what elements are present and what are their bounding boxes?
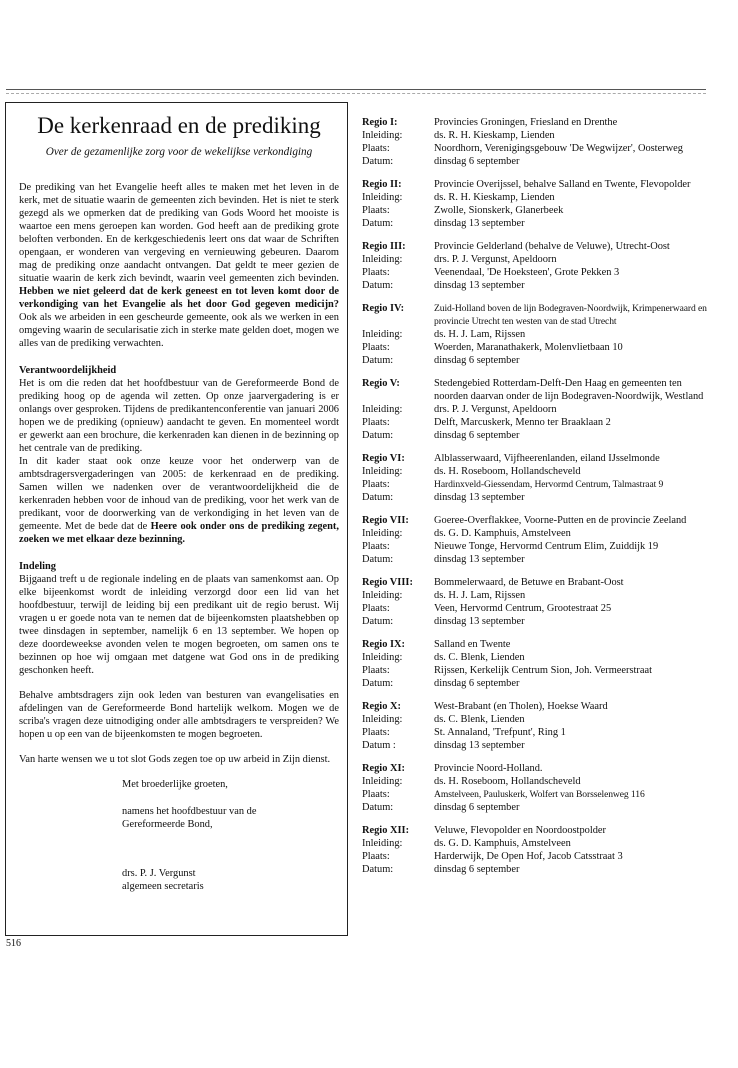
section-heading: Indeling [19, 561, 56, 572]
region-venue: Rijssen, Kerkelijk Centrum Sion, Joh. Vermeerstraat [434, 665, 652, 676]
datum-label: Datum: [362, 864, 394, 875]
region-label: Regio I: [362, 117, 398, 128]
region-venue: Nieuwe Tonge, Hervormd Centrum Elim, Zuiddijk 19 [434, 541, 659, 552]
inleiding-label: Inleiding: [362, 404, 403, 415]
region-area: Veluwe, Flevopolder en Noordoostpolder [434, 825, 606, 836]
region-area: Alblasserwaard, Vijfheerenlanden, eiland IJsselmonde [434, 453, 660, 464]
region-venue: St. Annaland, 'Trefpunt', Ring 1 [434, 727, 566, 738]
region-block [362, 514, 707, 566]
article-subtitle: Over de gezamenlijke zorg voor de wekelijkse verkondiging [45, 146, 313, 158]
region-date: dinsdag 13 september [434, 554, 525, 565]
intro-paragraph [19, 181, 339, 350]
closing-greeting: Met broederlijke groeten, [122, 779, 228, 790]
on-behalf-line-2: Gereformeerde Bond, [122, 819, 213, 830]
plaats-label: Plaats: [362, 267, 390, 278]
region-speaker: ds. H. J. Lam, Rijssen [434, 590, 526, 601]
section-text-bold: Heere ook onder ons de prediking zegent, zoeken we met elkaar deze bezinning. [19, 521, 339, 545]
datum-label: Datum: [362, 492, 394, 503]
region-list [362, 116, 707, 886]
datum-label: Datum: [362, 218, 394, 229]
region-area: West-Brabant (en Tholen), Hoekse Waard [434, 701, 608, 712]
region-speaker: ds. H. Roseboom, Hollandscheveld [434, 776, 581, 787]
region-speaker: drs. P. J. Vergunst, Apeldoorn [434, 404, 557, 415]
inleiding-label: Inleiding: [362, 776, 403, 787]
region-date: dinsdag 6 september [434, 430, 520, 441]
signer-name: drs. P. J. Vergunst [122, 868, 196, 879]
intro-text-bold: Hebben we niet geleerd dat de kerk geneest en tot leven komt door de verkondiging van het Evangelie als het door God gegeven medicijn? [19, 286, 339, 310]
region-area: Provincie Gelderland (behalve de Veluwe), Utrecht-Oost [434, 241, 670, 252]
region-speaker: ds. H. Roseboom, Hollandscheveld [434, 466, 581, 477]
inleiding-label: Inleiding: [362, 838, 403, 849]
inleiding-label: Inleiding: [362, 329, 403, 340]
plaats-label: Plaats: [362, 479, 390, 490]
datum-label: Datum : [362, 740, 396, 751]
section-text: In dit kader staat ook onze keuze voor het onderwerp van de ambtsdragersvergaderingen van 2005: de kerkenraad en de prediking. Samen willen we nadenken over de verantwoordelijkheid die de kerkenraden hebben voor de inhoud van de prediking, voor het werk van de predikant, voor de doorwerking van de verkondiging in het leven van de gemeente. Met de bede dat de [19, 456, 339, 532]
region-label: Regio III: [362, 241, 406, 252]
region-block [362, 377, 707, 442]
inleiding-label: Inleiding: [362, 590, 403, 601]
region-label: Regio VII: [362, 515, 409, 526]
region-area: Stedengebied Rotterdam-Delft-Den Haag en gemeenten ten noorden daarvan onder de lijn Bodegraven-Noordwijk, Westland [434, 378, 704, 402]
region-label: Regio XI: [362, 763, 405, 774]
region-venue: Veenendaal, 'De Hoeksteen', Grote Pekken 3 [434, 267, 620, 278]
region-block [362, 240, 707, 292]
section-verantwoordelijkheid [19, 364, 339, 546]
region-date: dinsdag 6 september [434, 355, 520, 366]
on-behalf-line-1: namens het hoofdbestuur van de [122, 806, 257, 817]
page-number: 516 [6, 938, 21, 949]
section-paragraph: Bijgaand treft u de regionale indeling en de plaats van samenkomst aan. Op elke bijeenkomst wordt de inleiding verzorgd door een lid van het hoofdbestuur, terwijl de leiding bij een predikant uit de regio berust. Wij vragen u er goede nota van te nemen dat de bijeenkomsten plaatshebben op twee dinsdagen in september, namelijk 6 en 13 september. We hopen op deze doordeweekse avonden velen te mogen begroeten, om samen ons te bezinnen op hoe wij omgaan met datgene wat God ons in de prediking geschonken heeft. [19, 574, 339, 676]
inleiding-label: Inleiding: [362, 528, 403, 539]
region-date: dinsdag 6 september [434, 802, 520, 813]
region-label: Regio IV: [362, 303, 405, 314]
region-speaker: ds. C. Blenk, Lienden [434, 652, 525, 663]
plaats-label: Plaats: [362, 789, 390, 800]
inleiding-label: Inleiding: [362, 130, 403, 141]
datum-label: Datum: [362, 802, 394, 813]
region-area: Zuid-Holland boven de lijn Bodegraven-Noordwijk, Krimpenerwaard en provincie Utrecht ten westen van de stad Utrecht [434, 303, 707, 327]
region-venue: Veen, Hervormd Centrum, Grootestraat 25 [434, 603, 612, 614]
region-area: Goeree-Overflakkee, Voorne-Putten en de provincie Zeeland [434, 515, 687, 526]
region-date: dinsdag 6 september [434, 156, 520, 167]
datum-label: Datum: [362, 280, 394, 291]
region-block [362, 302, 707, 367]
region-speaker: ds. C. Blenk, Lienden [434, 714, 525, 725]
region-label: Regio VIII: [362, 577, 413, 588]
inleiding-label: Inleiding: [362, 652, 403, 663]
region-speaker: drs. P. J. Vergunst, Apeldoorn [434, 254, 557, 265]
inleiding-label: Inleiding: [362, 192, 403, 203]
section-heading: Verantwoordelijkheid [19, 365, 117, 376]
region-venue: Amstelveen, Pauluskerk, Wolfert van Borsselenweg 116 [434, 789, 645, 800]
datum-label: Datum: [362, 678, 394, 689]
signature-block [122, 778, 339, 893]
intro-text-1: De prediking van het Evangelie heeft alles te maken met het leven in de kerk, met de situatie waarin de gemeenten zich bevinden. Het is niet te sterk gezegd als we opmerken dat de prediking van Gods Woord het mooiste is waartoe een mens geroepen kan worden. God heeft aan de prediking grote beloften verbonden. En de kerkgeschiedenis leert ons dat waar de Schriften opengaan, er wonderen van vergeving en vernieuwing gebeuren. Daarom mag de prediking onze aandacht ontvangen. Dat geldt te meer gezien de situatie waarin de kerk zich bevindt, waarin veel gemeenten zich bevinden. [19, 182, 339, 284]
article-title: De kerkenraad en de prediking [37, 113, 321, 138]
region-label: Regio IX: [362, 639, 405, 650]
region-date: dinsdag 6 september [434, 678, 520, 689]
section-paragraph: Behalve ambtsdragers zijn ook leden van besturen van evangelisaties en afdelingen van de Gereformeerde Bond hartelijk welkom. Mogen we de scriba's vragen deze uitnodiging onder alle ambtsdragers te verspreiden? We hopen u op een van de bijeenkomsten te mogen begroeten. [19, 690, 339, 740]
region-date: dinsdag 13 september [434, 616, 525, 627]
region-area: Provincies Groningen, Friesland en Drenthe [434, 117, 618, 128]
region-block [362, 824, 707, 876]
section-paragraph: Van harte wensen we u tot slot Gods zegen toe op uw arbeid in Zijn dienst. [19, 754, 331, 765]
region-label: Regio V: [362, 378, 400, 389]
region-speaker: ds. R. H. Kieskamp, Lienden [434, 130, 555, 141]
region-block [362, 178, 707, 230]
section-indeling [19, 560, 339, 766]
region-speaker: ds. H. J. Lam, Rijssen [434, 329, 526, 340]
region-venue: Noordhorn, Verenigingsgebouw 'De Wegwijzer', Oosterweg [434, 143, 683, 154]
region-block [362, 452, 707, 504]
signer-title: algemeen secretaris [122, 881, 204, 892]
region-block [362, 700, 707, 752]
region-block [362, 576, 707, 628]
region-date: dinsdag 13 september [434, 280, 525, 291]
region-date: dinsdag 13 september [434, 740, 525, 751]
plaats-label: Plaats: [362, 143, 390, 154]
region-venue: Delft, Marcuskerk, Menno ter Braaklaan 2 [434, 417, 611, 428]
datum-label: Datum: [362, 616, 394, 627]
region-venue: Zwolle, Sionskerk, Glanerbeek [434, 205, 564, 216]
datum-label: Datum: [362, 156, 394, 167]
plaats-label: Plaats: [362, 603, 390, 614]
datum-label: Datum: [362, 430, 394, 441]
top-rule [6, 89, 706, 90]
plaats-label: Plaats: [362, 205, 390, 216]
plaats-label: Plaats: [362, 342, 390, 353]
region-area: Bommelerwaard, de Betuwe en Brabant-Oost [434, 577, 624, 588]
intro-text-2: Ook als we arbeiden in een gescheurde gemeente, ook als we werken in een omgeving waarin de secularisatie zich in sterke mate gelden doet, mogen we alles van de prediking verwachten. [19, 312, 339, 349]
region-venue: Harderwijk, De Open Hof, Jacob Catsstraat 3 [434, 851, 623, 862]
region-block [362, 638, 707, 690]
region-block [362, 116, 707, 168]
inleiding-label: Inleiding: [362, 466, 403, 477]
section-paragraph [19, 455, 339, 546]
region-venue: Woerden, Maranathakerk, Molenvlietbaan 10 [434, 342, 623, 353]
region-label: Regio X: [362, 701, 401, 712]
region-speaker: ds. G. D. Kamphuis, Amstelveen [434, 528, 571, 539]
region-label: Regio II: [362, 179, 402, 190]
inleiding-label: Inleiding: [362, 714, 403, 725]
region-block [362, 762, 707, 814]
plaats-label: Plaats: [362, 541, 390, 552]
plaats-label: Plaats: [362, 727, 390, 738]
region-date: dinsdag 6 september [434, 864, 520, 875]
inleiding-label: Inleiding: [362, 254, 403, 265]
plaats-label: Plaats: [362, 851, 390, 862]
region-area: Provincie Overijssel, behalve Salland en Twente, Flevopolder [434, 179, 691, 190]
region-area: Provincie Noord-Holland. [434, 763, 543, 774]
datum-label: Datum: [362, 554, 394, 565]
region-label: Regio XII: [362, 825, 410, 836]
region-date: dinsdag 13 september [434, 492, 525, 503]
region-speaker: ds. R. H. Kieskamp, Lienden [434, 192, 555, 203]
region-label: Regio VI: [362, 453, 405, 464]
datum-label: Datum: [362, 355, 394, 366]
region-venue: Hardinxveld-Giessendam, Hervormd Centrum, Talmastraat 9 [434, 479, 664, 490]
region-area: Salland en Twente [434, 639, 511, 650]
region-date: dinsdag 13 september [434, 218, 525, 229]
top-rule-faint [6, 93, 706, 94]
article [19, 112, 339, 893]
region-speaker: ds. G. D. Kamphuis, Amstelveen [434, 838, 571, 849]
plaats-label: Plaats: [362, 417, 390, 428]
section-paragraph: Het is om die reden dat het hoofdbestuur van de Gereformeerde Bond de prediking hoog op de agenda wil zetten. Op onze jaarvergadering is er onlangs over gesproken. Tijdens de predikantenconferentie van januari 2006 hopen we de prediking (opnieuw) aandacht te geven. En momenteel wordt er gewerkt aan een brochure, die kerkenraden kan dienen in de bezinning op het centrale van de prediking. [19, 378, 339, 454]
plaats-label: Plaats: [362, 665, 390, 676]
